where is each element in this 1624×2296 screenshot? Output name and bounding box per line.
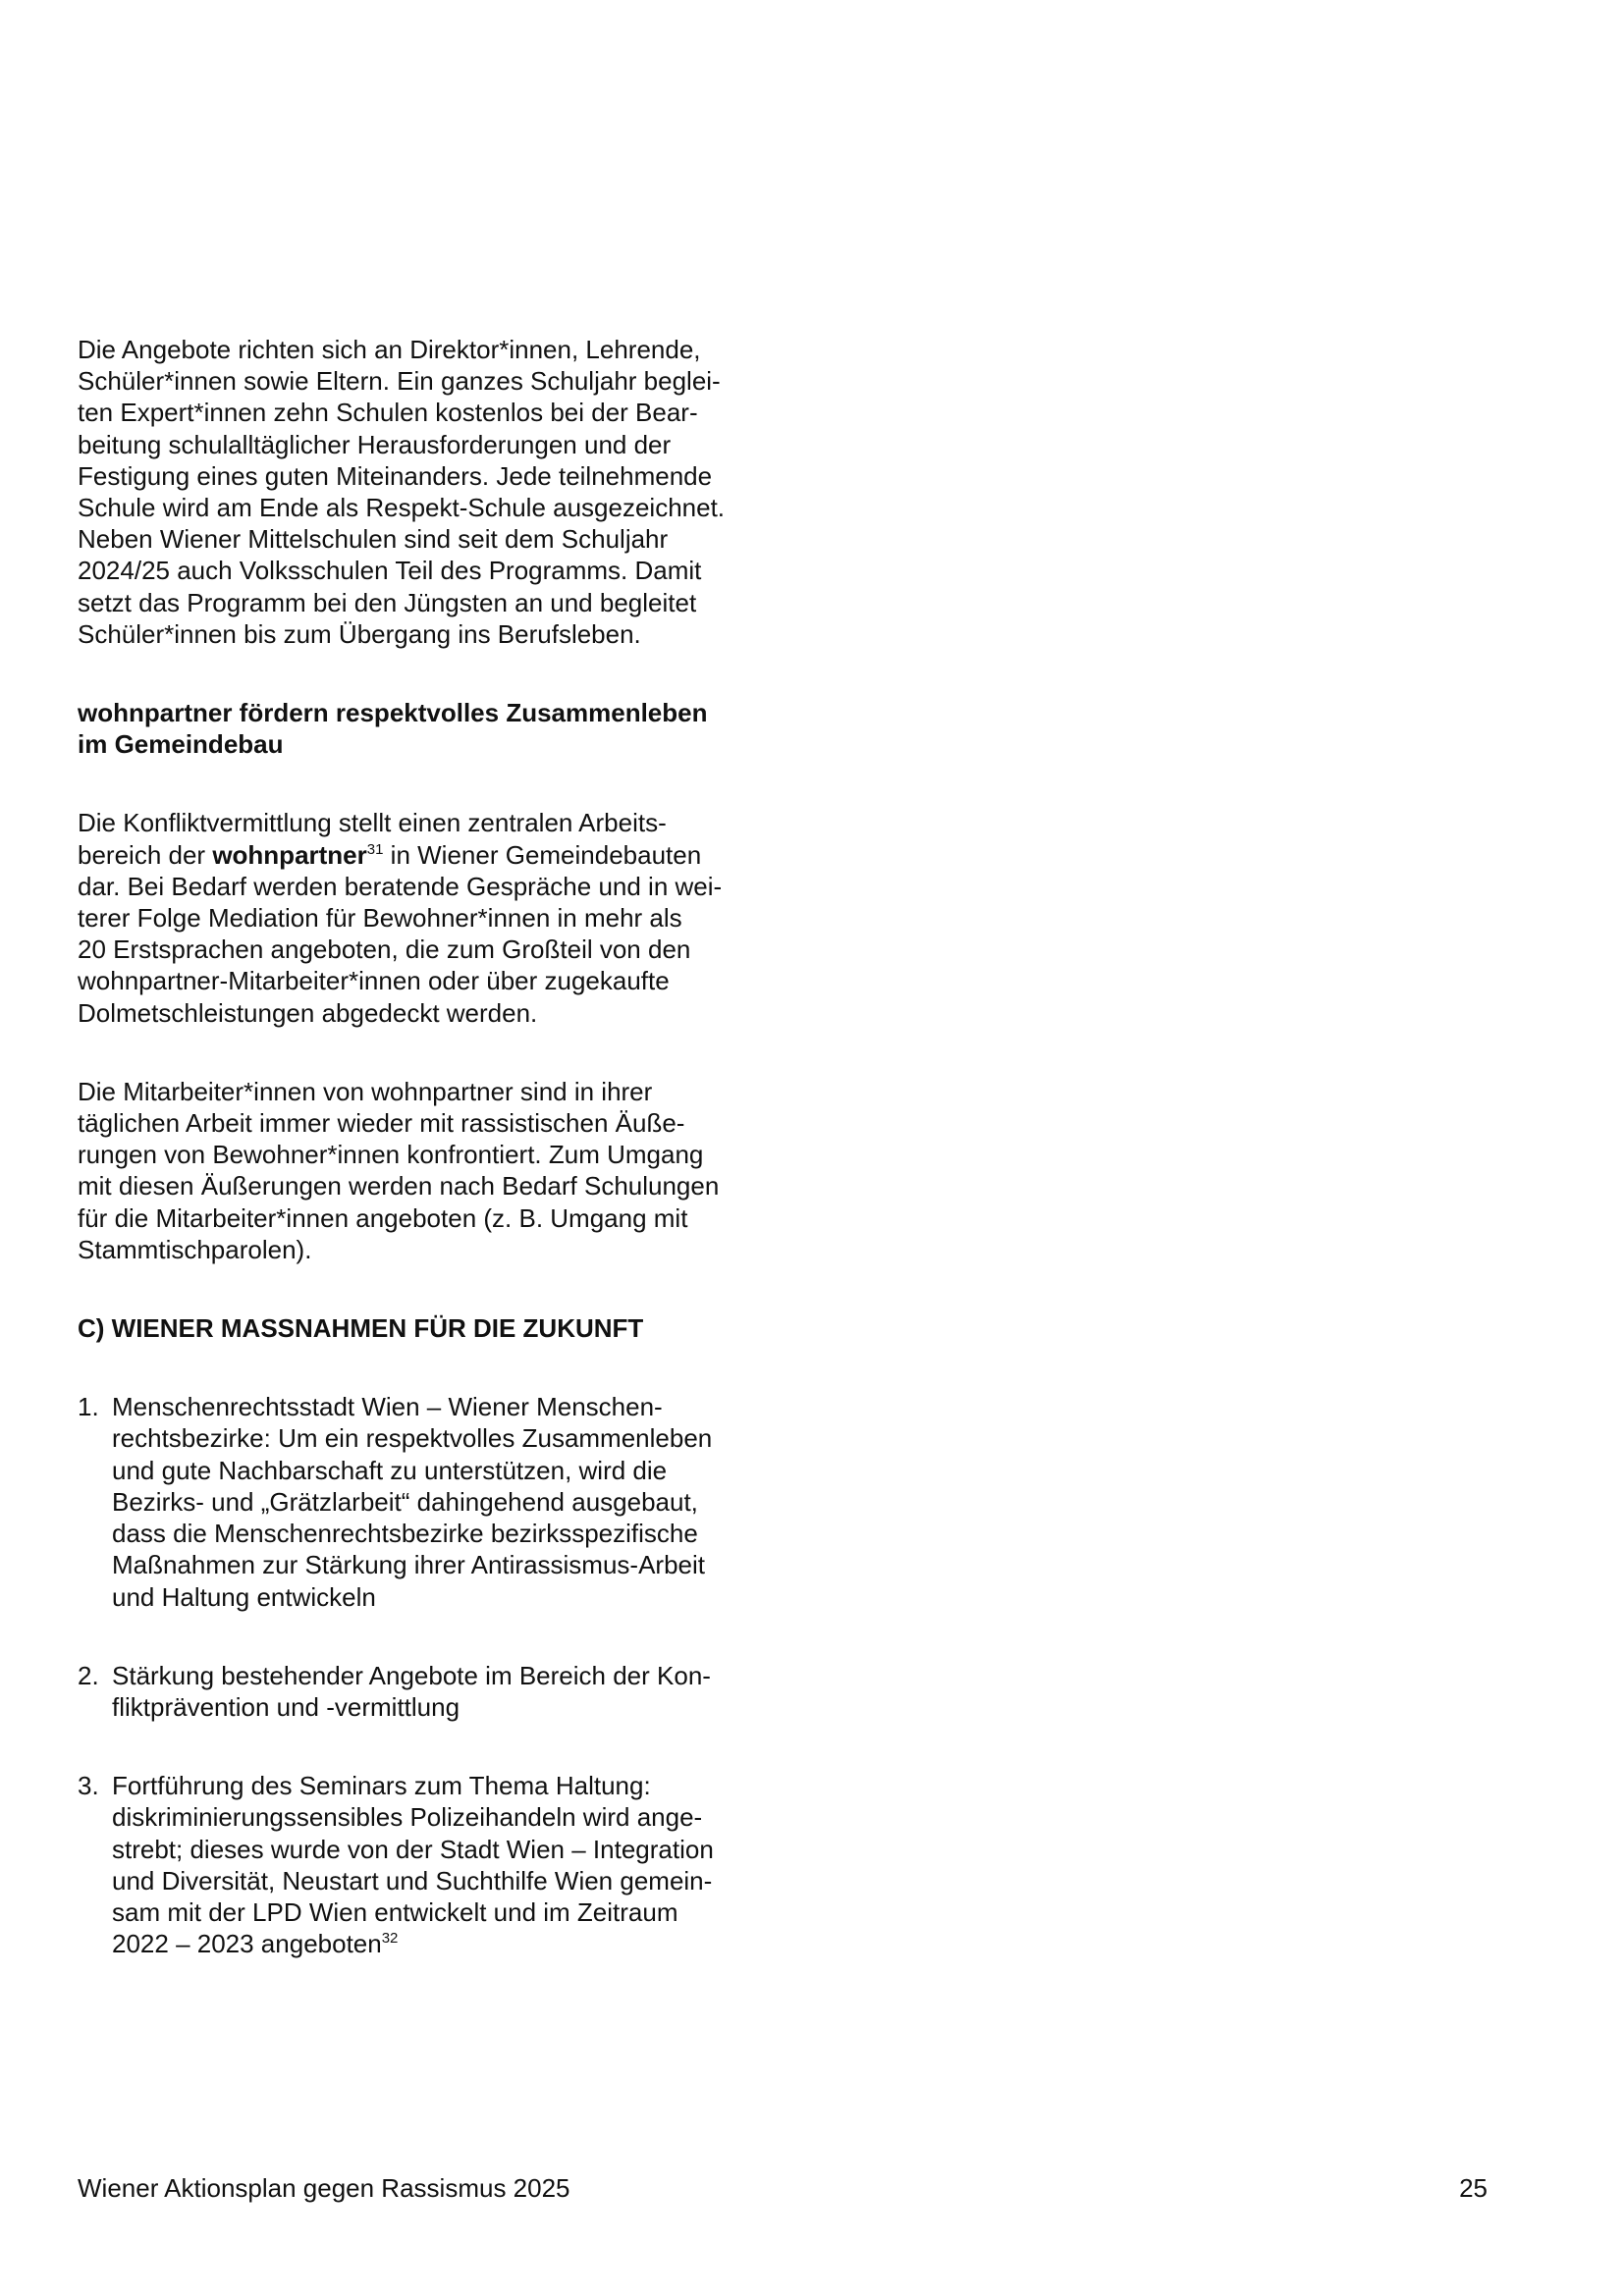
text-line: Menschenrechtsstadt Wien – Wiener Menschen-	[112, 1392, 663, 1422]
text-line: fliktprävention und -vermittlung	[112, 1691, 460, 1722]
text-segment: in Wiener Gemeindebauten	[383, 839, 702, 870]
paragraph-mitarbeiter-schulungen	[78, 1076, 765, 1265]
text-line: rechtsbezirke: Um ein respektvolles Zusammenleben	[112, 1423, 713, 1454]
text-line: beitung schulalltäglicher Herausforderungen und der	[78, 429, 672, 459]
text-line: Stammtischparolen).	[78, 1234, 312, 1264]
text-line: dar. Bei Bedarf werden beratende Gespräche und in wei-	[78, 871, 723, 901]
list-item-text	[112, 1391, 765, 1612]
section-heading-c: C) WIENER MASSNAHMEN FÜR DIE ZUKUNFT	[78, 1313, 644, 1344]
text-line: und gute Nachbarschaft zu unterstützen, wird die	[112, 1455, 668, 1485]
text-line	[78, 839, 765, 871]
text-line: Maßnahmen zur Stärkung ihrer Antirassismus-Arbeit	[112, 1550, 706, 1580]
text-line: 20 Erstsprachen angeboten, die zum Großteil von den	[78, 934, 691, 965]
text-line: Dolmetschleistungen abgedeckt werden.	[78, 997, 538, 1028]
text-line: Die Angebote richten sich an Direktor*innen, Lehrende,	[78, 335, 701, 364]
text-line: Stärkung bestehender Angebote im Bereich der Kon-	[112, 1660, 711, 1690]
text-segment: bereich der	[78, 839, 213, 870]
list-number: 1.	[78, 1392, 99, 1422]
text-line: Neben Wiener Mittelschulen sind seit dem Schuljahr	[78, 524, 669, 555]
list-item-2	[78, 1660, 765, 1723]
text-line: Bezirks- und „Grätzlarbeit“ dahingehend ausgebaut,	[112, 1486, 698, 1517]
text-line: diskriminierungssensibles Polizeihandeln wird ange-	[112, 1802, 703, 1833]
text-line: Schule wird am Ende als Respekt-Schule ausgezeichnet.	[78, 493, 726, 523]
list-item-text	[112, 1660, 765, 1723]
list-number: 2.	[78, 1660, 99, 1690]
text-line: Die Konfliktvermittlung stellt einen zentralen Arbeits-	[78, 808, 667, 838]
paragraph-konfliktvermittlung	[78, 807, 765, 1028]
list-item-text	[112, 1770, 765, 1959]
page-number: 25	[1459, 2173, 1488, 2203]
subheading-wohnpartner	[78, 697, 765, 760]
text-line: setzt das Programm bei den Jüngsten an und begleitet	[78, 587, 697, 617]
text-line: wohnpartner-Mitarbeiter*innen oder über zugekaufte	[78, 966, 670, 996]
text-line: mit diesen Äußerungen werden nach Bedarf Schulungen	[78, 1171, 720, 1201]
text-line: 2024/25 auch Volksschulen Teil des Programms. Damit	[78, 556, 702, 586]
heading-line: im Gemeindebau	[78, 729, 284, 760]
text-line: dass die Menschenrechtsbezirke bezirksspezifische	[112, 1519, 698, 1549]
footnote-ref-32[interactable]: 32	[381, 1930, 399, 1948]
text-line: sam mit der LPD Wien entwickelt und im Zeitraum	[112, 1896, 678, 1927]
text-segment: 2022 – 2023 angeboten	[112, 1929, 382, 1959]
text-line: rungen von Bewohner*innen konfrontiert. Zum Umgang	[78, 1140, 704, 1170]
heading-line: wohnpartner fördern respektvolles Zusammenleben	[78, 698, 708, 728]
text-line: und Diversität, Neustart und Suchthilfe Wien gemein-	[112, 1865, 713, 1896]
list-item-3	[78, 1770, 765, 1959]
bold-term-wohnpartner: wohnpartner	[212, 839, 367, 870]
text-line: für die Mitarbeiter*innen angeboten (z. B. Umgang mit	[78, 1202, 688, 1233]
text-line: ten Expert*innen zehn Schulen kostenlos bei der Bear-	[78, 398, 698, 428]
text-line	[112, 1928, 765, 1959]
footnote-ref-31[interactable]: 31	[366, 840, 384, 858]
text-line: strebt; dieses wurde von der Stadt Wien – Integration	[112, 1834, 714, 1864]
text-line: Schüler*innen sowie Eltern. Ein ganzes Schuljahr beglei-	[78, 366, 721, 397]
text-line: Fortführung des Seminars zum Thema Haltung:	[112, 1771, 651, 1801]
footer-document-title: Wiener Aktionsplan gegen Rassismus 2025	[78, 2173, 570, 2203]
text-line: Festigung eines guten Miteinanders. Jede teilnehmende	[78, 460, 713, 491]
text-line: täglichen Arbeit immer wieder mit rassistischen Äuße-	[78, 1108, 685, 1139]
text-line: Die Mitarbeiter*innen von wohnpartner sind in ihrer	[78, 1076, 653, 1106]
text-line: Schüler*innen bis zum Übergang ins Berufsleben.	[78, 618, 641, 649]
list-item-1	[78, 1391, 765, 1612]
list-number: 3.	[78, 1771, 99, 1801]
text-line: terer Folge Mediation für Bewohner*innen in mehr als	[78, 903, 682, 934]
main-text-column	[78, 334, 765, 2006]
paragraph-respekt-schule	[78, 334, 765, 650]
text-line: und Haltung entwickeln	[112, 1581, 376, 1612]
measures-list	[78, 1391, 765, 1959]
